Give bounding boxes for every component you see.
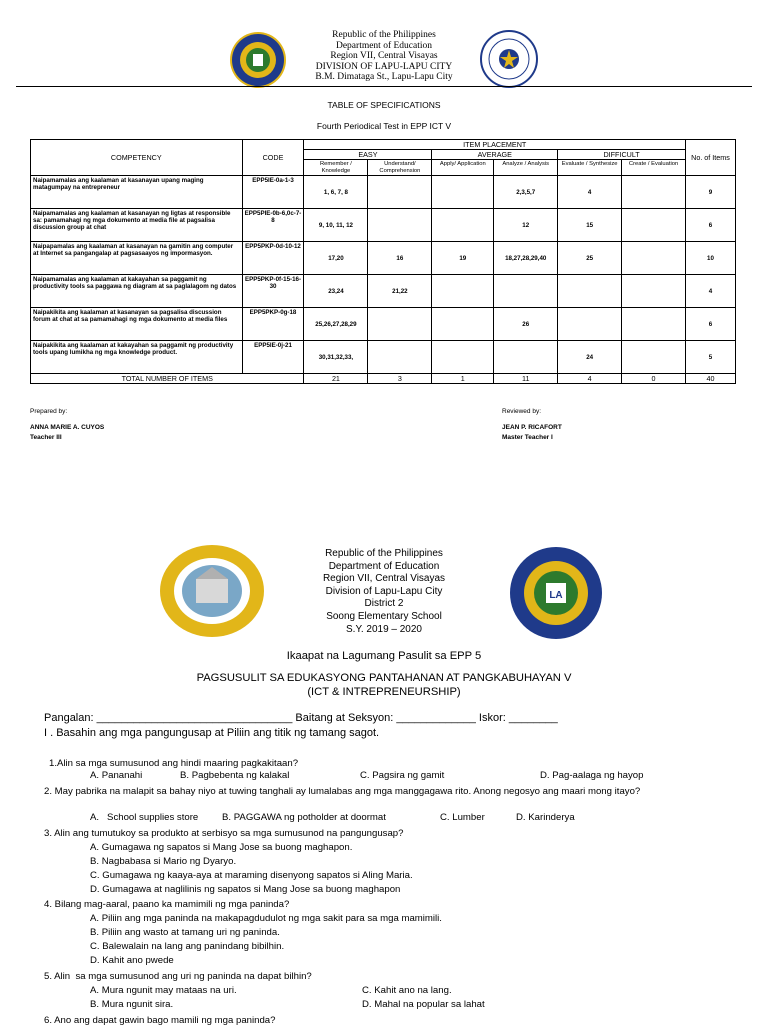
q1-choice-d: D. Pag-aalaga ng hayop [540,770,644,781]
item-cell: 9, 10, 11, 12 [304,209,368,242]
q5-choice-d: D. Mahal na popular sa lahat [362,999,485,1010]
question-6: 6. Ano ang dapat gawin bago mamili ng mga paninda? [44,1015,276,1026]
tos-row [31,275,736,308]
totals-cell: 4 [558,374,622,384]
prepared-name: ANNA MARIE A. CUYOS [30,424,105,431]
q5-choice-c: C. Kahit ano na lang. [362,985,452,996]
competency-cell: Naipakikita ang kaalaman at kasanayan sa pagsalisa discussion forum at chat at sa pamamahagi ng mga dokumento at media files [31,308,243,341]
q3-choice-b: B. Nagbabasa si Mario ng Dyaryo. [90,856,237,867]
header2-lines [0,548,768,636]
item-cell: 23,24 [304,275,368,308]
header1-lines [0,30,768,83]
header-average: AVERAGE [432,150,558,160]
reviewed-name: JEAN P. RICAFORT [502,424,562,431]
header2-line: District 2 [364,598,404,610]
totals-total: 40 [686,374,736,384]
header1-line: Department of Education [335,40,433,51]
header-sub: Evaluate / Synthesize [558,160,622,176]
item-cell [432,275,494,308]
row-total-cell: 6 [686,308,736,341]
test-title2: (ICT & INTREPRENEURSHIP) [307,686,461,698]
header-sub: Apply/ Application [432,160,494,176]
item-cell [622,209,686,242]
q2-choice-a: A. School supplies store [90,812,199,823]
code-cell: EPP5IE-0a-1-3 [242,176,304,209]
tos-row [31,341,736,374]
header1-line: B.M. Dimataga St., Lapu-Lapu City [315,72,453,82]
q3-choice-d: D. Gumagawa at naglilinis ng sapatos si Mang Jose sa buong maghapon [90,884,401,895]
header2-line: S.Y. 2019 – 2020 [346,623,422,635]
q1-choice-c: C. Pagsira ng gamit [360,770,445,781]
item-cell: 19 [432,242,494,275]
item-cell [432,308,494,341]
q4-choice-a: A. Piliin ang mga paninda na makapagdudulot ng mga sakit para sa mga mamimili. [90,913,442,924]
row-total-cell: 10 [686,242,736,275]
item-cell: 30,31,32,33, [304,341,368,374]
row-total-cell: 5 [686,341,736,374]
competency-cell: Naipapamalas ang kaalaman at kasanayan na gamitin ang computer at Internet sa pangangalap at pagsasaayos ng impormasyon. [31,242,243,275]
q1-choice-a: A. Pananahi [90,770,143,781]
svg-text:LA: LA [549,590,563,601]
item-cell [432,341,494,374]
prepared-title: Teacher III [30,434,62,441]
totals-cell: 11 [494,374,558,384]
tos-title: TABLE OF SPECIFICATIONS [327,100,441,110]
item-cell: 16 [368,242,432,275]
q5-choice-a: A. Mura ngunit may mataas na uri. [90,985,237,996]
item-cell [368,308,432,341]
question-5: 5. Alin sa mga sumusunod ang uri ng paninda na dapat bilhin? [44,971,312,982]
header-divider [16,86,752,87]
item-cell [622,308,686,341]
header2-line: Region VII, Central Visayas [322,573,446,585]
item-cell: 25 [558,242,622,275]
header1-line: DIVISION OF LAPU-LAPU CITY [315,61,453,72]
header1-line: Region VII, Central Visayas [330,51,438,61]
tos-table [30,139,736,384]
item-cell: 2,3,5,7 [494,176,558,209]
row-total-cell: 4 [686,275,736,308]
header-sub: Remember / Knowledge [304,160,368,176]
competency-cell: Naipakikita ang kaalaman at kakayahan sa paggamit ng productivity tools upang lumikha ng mga knowledge product. [31,341,243,374]
item-cell: 18,27,28,29,40 [494,242,558,275]
q1-choice-b: B. Pagbebenta ng kalakal [180,770,290,781]
code-cell: EPP5PKP-0g-18 [242,308,304,341]
item-cell: 25,26,27,28,29 [304,308,368,341]
item-cell [622,341,686,374]
item-cell [368,176,432,209]
item-cell: 4 [558,176,622,209]
header2-line: Soong Elementary School [326,610,442,622]
item-cell [558,308,622,341]
row-total-cell: 9 [686,176,736,209]
item-cell: 24 [558,341,622,374]
q4-choice-b: B. Piliin ang wasto at tamang uri ng paninda. [90,927,280,938]
item-cell [622,275,686,308]
q2-choice-b: B. PAGGAWA ng potholder at doormat [222,812,386,823]
tos-row [31,209,736,242]
totals-cell: 3 [368,374,432,384]
q3-choice-a: A. Gumagawa ng sapatos si Mang Jose sa buong maghapon. [90,842,353,853]
tos-body [31,176,736,374]
item-cell: 17,20 [304,242,368,275]
item-cell [622,176,686,209]
q4-choice-c: C. Balewalain na lang ang panindang bibilhin. [90,941,285,952]
row-total-cell: 6 [686,209,736,242]
tos-subtitle: Fourth Periodical Test in EPP ICT V [316,121,452,131]
question-2: 2. May pabrika na malapit sa bahay niyo at tuwing tanghali ay lumalabas ang mga manggagawa rito. Anong negosyo ang maari mong itayo? [44,786,641,797]
header-sub: Understand/ Comprehension [368,160,432,176]
item-cell [494,275,558,308]
item-cell [494,341,558,374]
totals-cell: 1 [432,374,494,384]
item-cell [368,209,432,242]
competency-cell: Naipamamalas ang kaalaman at kasanayan ng ligtas at responsible sa: pamamahagi ng mga dokumento at media file at pagsalisa discussion group at chat [31,209,243,242]
item-cell [622,242,686,275]
reviewed-label: Reviewed by: [502,408,542,415]
q4-choice-d: D. Kahit ano pwede [90,955,174,966]
pangalan-line: Pangalan: ________________________________ Baitang at Seksyon: _____________ Iskor: ________ [44,712,558,724]
test-line1: Ikaapat na Lagumang Pasulit sa EPP 5 [286,650,482,662]
header1-line: Republic of the Philippines [332,30,436,40]
totals-label: TOTAL NUMBER OF ITEMS [31,374,304,384]
tos-row [31,176,736,209]
prepared-label: Prepared by: [30,408,68,415]
item-cell: 15 [558,209,622,242]
header-sub: Analyze / Analysis [494,160,558,176]
code-cell: EPP5IE-0j-21 [242,341,304,374]
code-cell: EPP5PKP-0f-15-16-30 [242,275,304,308]
item-cell [558,275,622,308]
tos-row [31,308,736,341]
item-cell: 21,22 [368,275,432,308]
question-1: 1.Alin sa mga sumusunod ang hindi maaring pagkakitaan? [49,758,299,769]
item-cell [432,176,494,209]
header-sub: Create / Evaluation [622,160,686,176]
header-no-items: No. of Items [686,140,736,176]
item-cell [432,209,494,242]
test-title1: PAGSUSULIT SA EDUKASYONG PANTAHANAN AT PANGKABUHAYAN V [196,672,572,684]
q2-choice-d: D. Karinderya [516,812,575,823]
header-item-placement: ITEM PLACEMENT [304,140,686,150]
totals-cell: 21 [304,374,368,384]
question-4: 4. Bilang mag-aaral, paano ka mamimili ng mga paninda? [44,899,290,910]
header-difficult: DIFFICULT [558,150,686,160]
totals-cell: 0 [622,374,686,384]
reviewed-title: Master Teacher I [502,434,553,441]
item-cell: 12 [494,209,558,242]
header-competency: COMPETENCY [31,140,243,176]
item-cell: 1, 6, 7, 8 [304,176,368,209]
tos-row [31,242,736,275]
code-cell: EPP5PIE-0b-6,0c-7-8 [242,209,304,242]
q5-choice-b: B. Mura ngunit sira. [90,999,174,1010]
item-cell [368,341,432,374]
header-easy: EASY [304,150,432,160]
header2-line: Republic of the Philippines [325,548,443,559]
competency-cell: Naipamamalas ang kaalaman at kasanayan upang maging matagumpay na entrepreneur [31,176,243,209]
q2-choice-c: C. Lumber [440,812,485,823]
item-cell: 26 [494,308,558,341]
instruction: I . Basahin ang mga pangungusap at Piliin ang titik ng tamang sagot. [44,727,380,739]
header-code: CODE [242,140,304,176]
question-3: 3. Alin ang tumutukoy sa produkto at serbisyo sa mga sumusunod na pangungusap? [44,828,404,839]
competency-cell: Naipamamalas ang kaalaman at kakayahan sa paggamit ng productivity tools sa paggawa ng diagram at sa paglalagom ng datos [31,275,243,308]
header2-line: Department of Education [328,560,440,572]
code-cell: EPP5PKP-0d-10-12 [242,242,304,275]
q3-choice-c: C. Gumagawa ng kaaya-aya at maraming disenyong sapatos si Aling Maria. [90,870,413,881]
header2-line: Division of Lapu-Lapu City [325,585,443,597]
